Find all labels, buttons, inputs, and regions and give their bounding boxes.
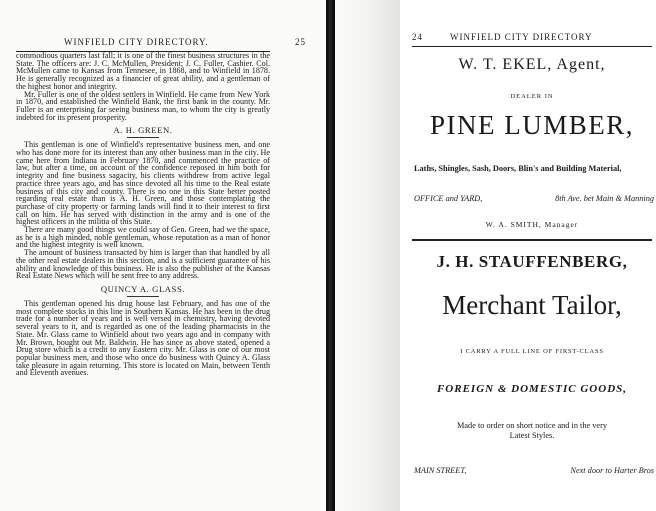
- intro-paragraph: commodious quarters last fall; it is one of the finest business structures in the State. The officers are: J. C. McMullen, President; J. C. Fuller, Cashier. Col. McMullen came to Kansas from Tennesee, in 1868, and to Winfield in 1878. He is generally recognized as a financier of great ability, and a gentleman of the highest honor and integrity.: [16, 51, 270, 91]
- ad-divider-rule: [412, 239, 652, 241]
- book-spine: [326, 0, 335, 511]
- right-header-rule: [412, 46, 652, 47]
- green-heading: [16, 126, 270, 138]
- glass-heading-rule: [127, 296, 159, 297]
- glass-heading-text: QUINCY A. GLASS.: [100, 283, 186, 294]
- main-right: Next door to Harter Bros: [570, 466, 654, 475]
- manager-line: W. A. SMITH, Manager: [485, 220, 579, 229]
- made-to-order-text: [412, 421, 652, 441]
- green-paragraph-3: The amount of business transacted by him is larger than that handled by all the other real estate dealers in this section, and is a sufficient guarantee of his ability and knowledge of this business. He is also the publisher of the Kansas Real Estate News which will be sent free to any address.: [16, 248, 270, 281]
- glass-paragraph: This gentleman opened his drug house last February, and has one of the most complete stocks in this line in Southern Kansas. He has been in the drug trade for a number of years and is well versed in chemistry, having devoted several years to it, and is regarded as one of the leading pharmacists in the State. Mr. Glass came to Winfield about two years ago and in company with Mr. Brown, bought out Mr. Baldwin. He has since as above stated, opened a Drug store which is a credit to any Eastern city. Mr. Glass is one of our most popular business men, and those who once do business with Quincy A. Glass take pleasure in again returning. This store is located on Main, between Tenth and Eleventh avenues.: [16, 298, 270, 378]
- carry-line: I CARRY A FULL LINE OF FIRST-CLASS: [460, 348, 604, 355]
- right-header-title: WINFIELD CITY DIRECTORY: [450, 32, 593, 42]
- right-page-number: 24: [412, 32, 423, 42]
- main-street-line: [414, 466, 654, 475]
- dealer-in-label: DEALER IN: [510, 93, 554, 100]
- right-page: [400, 0, 656, 511]
- fuller-paragraph: Mr. Fuller is one of the oldest settlers in Winfield. He came from New York in 1870, and established the Winfield Bank, the first bank in the county. Mr. Fuller is an enterprising far seeing business man, to whom the city is greatly indebted for its present prosperity.: [16, 89, 270, 122]
- left-page-number: 25: [295, 37, 306, 47]
- office-yard-line: [414, 194, 654, 203]
- merchant-tailor-title: Merchant Tailor,: [442, 290, 622, 320]
- stauffenberg-name: J. H. STAUFFENBERG,: [436, 252, 628, 271]
- ekel-name: W. T. EKEL, Agent,: [458, 56, 606, 73]
- left-page: [0, 0, 322, 511]
- glass-heading: [16, 285, 270, 297]
- main-left: MAIN STREET,: [414, 466, 467, 475]
- goods-line: FOREIGN & DOMESTIC GOODS,: [436, 383, 628, 395]
- green-heading-rule: [127, 137, 159, 138]
- office-right: 8th Ave. bet Main & Manning: [555, 194, 654, 203]
- green-paragraph-2: There are many good things we could say of Gen. Green, had we the space, as he is a high minded, noble gentleman, whose reputation as a man of honor and the highest integrity is well known.: [16, 225, 270, 250]
- green-heading-text: A. H. GREEN.: [113, 125, 173, 136]
- office-left: OFFICE and YARD,: [414, 194, 483, 203]
- made-line-1: Made to order on short notice and in the very: [457, 421, 607, 430]
- left-header-title: WINFIELD CITY DIRECTORY.: [64, 37, 209, 47]
- made-line-2: Latest Styles.: [509, 431, 555, 440]
- pine-lumber-title: PINE LUMBER,: [429, 110, 634, 140]
- left-text-column: [16, 52, 270, 377]
- green-paragraph: This gentleman is one of Winfield's representative business men, and one who has done more for its interest than any other business man in the city. He came here from Indiana in February 1870, and commenced the practice of law, but after a time, on account of the confidence reposed in him both for integrity and fine business sagacity, his clients withdrew from active legal practice three years ago, and has since devoted all his time to the Real estate business of this city and county. There is no one in this State better posted regarding real estate than is A. H. Green, and those contemplating the purchase of city property or farming lands will find it to their interest to first call on him. He has served with distinction in the army and is one of the highest officers in the militia of this State.: [16, 140, 270, 227]
- laths-line: Laths, Shingles, Sash, Doors, Blin's and Building Material,: [414, 164, 622, 173]
